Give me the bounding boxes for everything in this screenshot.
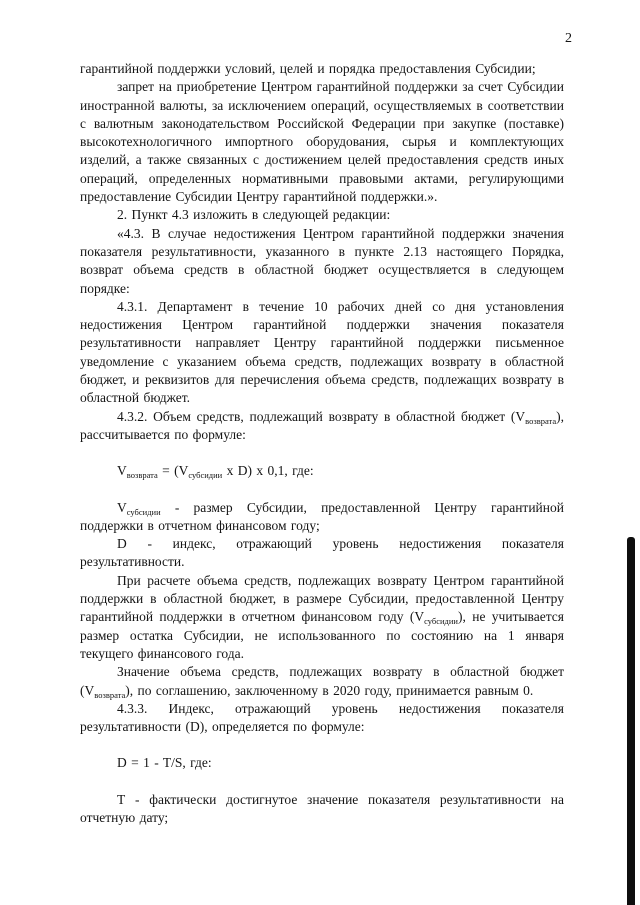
paragraph-clause-4-3-3: 4.3.3. Индекс, отражающий уровень недостижения показателя результативности (D), определяется по формуле: xyxy=(80,700,564,735)
paragraph-clause-4-3-1: 4.3.1. Департамент в течение 10 рабочих дней со дня установления недостижения Центром гарантийной поддержки значения показателя результативности направляет Центру гарантийной поддержки письменное уведомление с указанием объема средств, подлежащих возврату в областной бюджет, и реквизитов для перечисления объема средств, подлежащих возврату в областной бюджет. xyxy=(80,298,564,406)
paragraph-clause-4-3-2: 4.3.2. Объем средств, подлежащий возврату в областной бюджет $(V_{возврата})$, рассчитывается по формуле: xyxy=(80,408,564,442)
paragraph-clause-2: 2. Пункт 4.3 изложить в следующей редакции: xyxy=(117,207,391,223)
page-number: 2 xyxy=(565,31,572,46)
paragraph-t-definition: Т - фактически достигнутое значение показателя результативности на отчетную дату; xyxy=(80,791,564,825)
paragraph-2020-agreement-note: Значение объема средств, подлежащих возврату в областной бюджет $(V_{возврата})$, по соглашению, заключенному в 2020 году, принимается равным 0. xyxy=(80,664,564,700)
paragraph-calculation-note: При расчете объема средств, подлежащих возврату Центром гарантийной поддержки в областной бюджет, в размере Субсидии, предоставленной Центру гарантийной поддержки в отчетном финансовом году $(V_{субсидии})$, не учитывается размер остатка Субсидии, не использованного по состоянию на 1 января текущего финансового года. xyxy=(80,572,564,661)
paragraph-v-subsidy-definition: $V_{субсидии}$ - размер Субсидии, предоставленной Центру гарантийной поддержки в отчетном финансовом году; xyxy=(80,499,564,533)
formula-d-index: D = 1 - T/S, где: xyxy=(117,755,212,771)
document-body xyxy=(80,60,564,827)
formula-v-return: $V_{возврата} = (V_{субсидии}$ x D) x 0,1, где: xyxy=(117,463,314,481)
paragraph-clause-4-3: «4.3. В случае недостижения Центром гарантийной поддержки значения показателя результативности, указанного в пункте 2.13 настоящего Порядка, возврат объема средств в областной бюджет осуществляется в следующем порядке: xyxy=(80,225,564,296)
paragraph-d-definition: D - индекс, отражающий уровень недостижения показателя результативности. xyxy=(80,536,564,570)
paragraph: запрет на приобретение Центром гарантийной поддержки за счет Субсидии иностранной валюты, за исключением операций, осуществляемых в соответствии с валютным законодательством Российской Федерации при закупке (поставке) высокотехнологичного импортного оборудования, сырья и комплектующих изделий, а также связанных с достижением целей предоставления средств иных операций, определенных нормативными правовыми актами, регулирующими предоставление Субсидии Центру гарантийной поддержки.». xyxy=(80,79,564,205)
scan-artifact-bar xyxy=(627,537,635,905)
paragraph-continuation: гарантийной поддержки условий, целей и порядка предоставления Субсидии; xyxy=(80,61,536,76)
